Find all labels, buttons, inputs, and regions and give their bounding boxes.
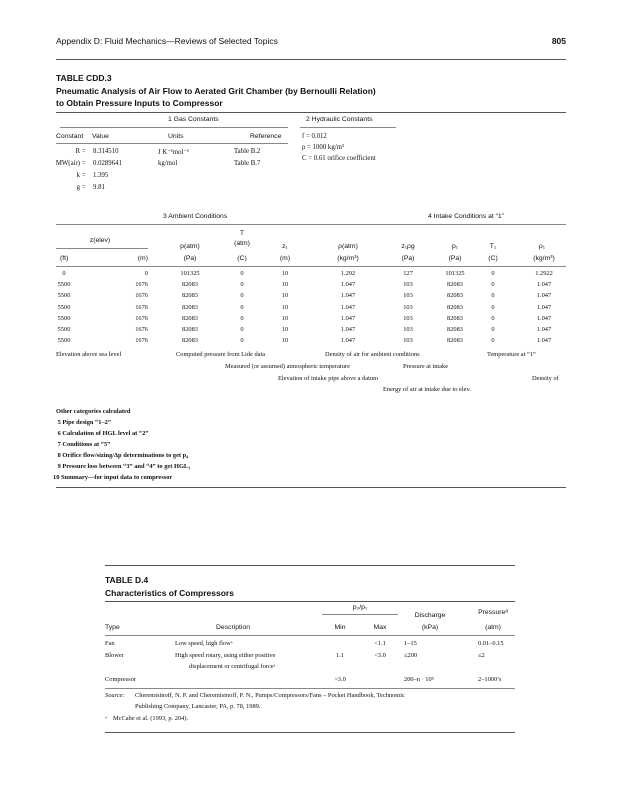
note-measured-temp: Measured (or assumed) atmospheric temperature	[225, 363, 350, 370]
table-d4-title: Characteristics of Compressors	[105, 588, 234, 598]
gas-const: MW(air)	[55, 160, 80, 167]
table-cdd3-title-line2: to Obtain Pressure Inputs to Compressor	[56, 98, 223, 108]
page-number: 805	[551, 36, 566, 46]
table-d4-bottom-rule	[105, 732, 515, 733]
cell-rhoatm: 1.292	[340, 270, 356, 277]
cell-rho1: 1.047	[536, 314, 552, 322]
cell-p1: 82083	[447, 281, 463, 289]
cell-tatm: 0	[240, 270, 244, 277]
table-d4-header-rule	[105, 635, 515, 636]
cell-rhoatm: 1.047	[340, 281, 356, 289]
cell-patm: 82083	[182, 314, 198, 322]
unit-kgm3-2: (kg/m³)	[533, 255, 555, 262]
cell-t1: 0	[491, 281, 495, 289]
row-max: <3.0	[374, 652, 386, 659]
table-d4-title-rule	[105, 601, 515, 602]
cell-tatm: 0	[240, 326, 244, 333]
cell-tatm: 0	[240, 292, 244, 300]
col-header-z1rhog: z₁ρg	[401, 243, 415, 250]
header-rule	[56, 59, 566, 60]
gas-eq: =	[80, 172, 88, 179]
cell-z1rhog: 127	[403, 270, 413, 277]
other-categories-title: Other categories calculated	[56, 408, 131, 415]
cell-z1rhog: 103	[403, 281, 413, 289]
header-description: Description	[216, 624, 250, 631]
table-bottom-rule	[56, 487, 566, 488]
row-min: >3.0	[334, 676, 346, 683]
cell-rho1: 1.047	[536, 292, 552, 300]
unit-kgm3: (kg/m³)	[337, 255, 359, 262]
cell-ft: 5500	[57, 314, 71, 322]
cell-rhoatm: 1.047	[340, 303, 356, 311]
note-pressure-intake: Pressure at intake	[403, 363, 449, 370]
gas-value: 0.0289641	[93, 160, 122, 167]
source-text-line1: Cheremisinoff, N. P. and Cheremisinoff, P. N., Pumps/Compressors/Fans – Pocket Handbook, Technomic	[135, 692, 405, 699]
row-discharge: 200–n · 10⁵	[404, 676, 434, 683]
header-type: Type	[105, 624, 120, 631]
row-discharge: ≤200	[404, 652, 418, 659]
hydraulic-c: C = 0.61 orifice coefficient	[302, 155, 376, 162]
ratio-rule	[322, 614, 398, 615]
cell-rho1: 1.047	[536, 281, 552, 289]
cell-t1: 0	[491, 270, 495, 277]
cell-z1: 10	[281, 337, 289, 345]
gas-value: 1.395	[93, 172, 109, 179]
cell-tatm: 0	[240, 281, 244, 289]
cell-p1: 82083	[447, 303, 463, 311]
note-computed-pressure: Computed pressure from Lide data	[176, 351, 266, 358]
row-pressure: 2–1000’s	[478, 676, 502, 683]
other-item: 6 Calculation of HGL level at “2”	[56, 430, 149, 437]
unit-pa: (Pa)	[183, 255, 197, 262]
row-pressure: ≤2	[478, 652, 485, 659]
hydraulic-section-rule	[300, 127, 396, 128]
cell-m: 1676	[135, 303, 148, 311]
cell-patm: 82083	[182, 292, 198, 300]
unit-ft: (ft)	[60, 255, 69, 262]
col-header-z1: z₁	[282, 243, 288, 250]
unit-pa3: (Pa)	[448, 255, 462, 262]
cell-z1rhog: 103	[403, 314, 413, 322]
cell-rho1: 1.047	[536, 337, 552, 345]
cell-ft: 5500	[57, 292, 71, 300]
gas-const: R	[75, 148, 80, 155]
table-d4-label: TABLE D.4	[105, 575, 149, 585]
note-elevation-intake: Elevation of intake pipe above a datum	[278, 375, 379, 382]
note-density-air: Density of air for ambient conditions	[325, 351, 420, 358]
cell-t1: 0	[491, 303, 495, 311]
unit-c: (C)	[237, 255, 247, 262]
note-energy-air: Energy of air at intake due to elev.	[383, 386, 471, 393]
gas-header-reference: Reference	[250, 133, 282, 140]
row-type: Fan	[105, 640, 115, 647]
table-d4-top-rule	[105, 565, 515, 566]
cell-rhoatm: 1.047	[340, 292, 356, 300]
cell-ft: 5500	[57, 337, 71, 345]
cell-patm: 82083	[182, 326, 198, 333]
other-item: 9 Pressure loss between “3” and “4” to get HGL₃	[56, 463, 191, 470]
ambient-conditions-title: 3 Ambient Conditions	[163, 213, 228, 220]
col-header-zelev: z(elev)	[89, 237, 111, 244]
row-discharge: 1–15	[404, 640, 417, 647]
cell-ft: 5500	[57, 326, 71, 333]
cell-ft: 5500	[57, 303, 71, 311]
cell-p1: 101325	[445, 270, 465, 277]
col-header-t: T	[239, 230, 245, 237]
cell-rhoatm: 1.047	[340, 326, 356, 333]
gas-header-units: Units	[168, 133, 184, 140]
note-temperature: Temperature at “1”	[487, 351, 536, 358]
cell-rhoatm: 1.047	[340, 314, 356, 322]
col-header-rhoatm: ρ(atm)	[338, 243, 358, 250]
cell-m: 1676	[135, 292, 148, 300]
unit-pa2: (Pa)	[401, 255, 415, 262]
cell-tatm: 0	[240, 337, 244, 345]
gas-eq: =	[80, 184, 88, 191]
cell-rho1: 1.047	[536, 303, 552, 311]
cell-patm: 82083	[182, 337, 198, 345]
cell-rho1: 1.047	[536, 326, 552, 333]
hydraulic-constants-title: 2 Hydraulic Constants	[306, 116, 373, 123]
col-header-t1: T₁	[489, 243, 497, 250]
running-header: Appendix D: Fluid Mechanics—Reviews of Selected Topics	[56, 36, 278, 46]
unit-c2: (C)	[488, 255, 498, 262]
cell-z1: 10	[281, 281, 289, 289]
gas-constants-title: 1 Gas Constants	[168, 116, 219, 123]
source-label: Source:	[105, 692, 125, 699]
col-header-tatm: (atm)	[234, 240, 250, 247]
cell-t1: 0	[491, 292, 495, 300]
note-density-of: Density of	[532, 375, 559, 382]
header-max: Max	[373, 624, 387, 631]
other-item: 10 Summary—for input data to compressor	[53, 474, 173, 481]
table-cdd3-title-line1: Pneumatic Analysis of Air Flow to Aerated Grit Chamber (by Bernoulli Relation)	[56, 86, 376, 96]
row-desc: High speed rotary, using either positive	[175, 652, 276, 659]
gas-header-constant: Constant	[56, 133, 84, 140]
gas-value: 8.314510	[93, 148, 119, 155]
cell-m: 1676	[135, 314, 148, 322]
cell-rhoatm: 1.047	[340, 337, 356, 345]
table-top-rule	[56, 112, 566, 113]
cell-patm: 82083	[182, 281, 198, 289]
cell-rho1: 1.2922	[535, 270, 553, 277]
gas-const: g	[76, 184, 80, 191]
gas-const: k	[76, 172, 80, 179]
conditions-rule	[56, 224, 566, 225]
note-elevation: Elevation above sea level	[56, 351, 122, 358]
cell-m: 1676	[135, 337, 148, 345]
cell-patm: 101325	[180, 270, 200, 277]
cell-z1: 10	[281, 292, 289, 300]
intake-conditions-title: 4 Intake Conditions at “1”	[428, 213, 504, 220]
cell-m: 1676	[135, 281, 148, 289]
other-item: 7 Conditions at “5”	[56, 441, 111, 448]
cell-z1rhog: 103	[403, 337, 413, 345]
hydraulic-rho: ρ = 1000 kg/m³	[302, 144, 344, 151]
table-d4-body-rule	[105, 688, 515, 689]
cell-z1: 10	[281, 270, 289, 277]
gas-eq: =	[80, 148, 88, 155]
col-header-rho1: ρ₁	[538, 243, 546, 250]
cell-tatm: 0	[240, 314, 244, 322]
cell-z1rhog: 103	[403, 303, 413, 311]
row-pressure: 0.01–0.15	[478, 640, 504, 647]
row-desc: Low speed, high flowᵃ	[175, 640, 233, 647]
col-header-p1: p₁	[451, 243, 459, 250]
pressure-header-line1: Pressureᵃ	[478, 609, 508, 616]
gas-units: J K⁻¹mol⁻¹	[158, 149, 190, 156]
cell-tatm: 0	[240, 303, 244, 311]
gas-value: 9.81	[93, 184, 105, 191]
row-min: 1.1	[336, 652, 344, 659]
gas-reference: Table B.7	[234, 160, 261, 167]
cell-ft: 0	[62, 270, 66, 277]
discharge-header-line1: Discharge	[414, 612, 446, 619]
cell-t1: 0	[491, 314, 495, 322]
gas-units: kg/mol	[158, 160, 178, 167]
cell-ft: 5500	[57, 281, 71, 289]
pressure-header-line2: (atm)	[485, 624, 501, 631]
footnote-mark: ᵃ	[105, 715, 107, 722]
cell-z1rhog: 103	[403, 326, 413, 333]
other-item: 8 Orifice flow/sizing/Δp determinations to get p₄	[56, 452, 189, 459]
discharge-header-line2: (kPa)	[421, 624, 439, 631]
footnote-text: McCabe et al. (1993, p. 204).	[113, 715, 189, 722]
cell-p1: 82083	[447, 292, 463, 300]
cell-z1: 10	[281, 314, 289, 322]
units-rule	[56, 266, 566, 267]
gas-reference: Table B.2	[234, 148, 261, 155]
source-text-line2: Publishing Company, Lancaster, PA, p. 78, 1989.	[135, 703, 261, 710]
cell-p1: 82083	[447, 337, 463, 345]
table-cdd3-label: TABLE CDD.3	[56, 73, 112, 83]
unit-m2: (m)	[279, 255, 291, 262]
cell-p1: 82083	[447, 326, 463, 333]
unit-m: (m)	[137, 255, 148, 262]
gas-header-value: Value	[92, 133, 109, 140]
zelev-rule	[56, 248, 148, 249]
cell-z1: 10	[281, 326, 289, 333]
header-min: Min	[334, 624, 346, 631]
cell-patm: 82083	[182, 303, 198, 311]
hydraulic-f: f = 0.012	[302, 133, 327, 140]
col-header-patm: p(atm)	[180, 243, 200, 250]
cell-t1: 0	[491, 326, 495, 333]
cell-z1rhog: 103	[403, 292, 413, 300]
row-desc-line2: displacement or centrifugal forceᵃ	[189, 663, 276, 670]
cell-t1: 0	[491, 337, 495, 345]
gas-section-rule	[60, 127, 288, 128]
cell-m: 1676	[135, 326, 148, 333]
gas-header-rule	[56, 143, 288, 144]
gas-eq: =	[80, 160, 88, 167]
ratio-header: p₂/p₁	[352, 604, 368, 611]
row-type: Compressor	[105, 676, 136, 683]
cell-z1: 10	[281, 303, 289, 311]
other-item: 5 Pipe design “1–2”	[56, 419, 112, 426]
cell-m: 0	[144, 270, 148, 277]
row-type: Blower	[105, 652, 124, 659]
row-max: <1.1	[374, 640, 386, 647]
cell-p1: 82083	[447, 314, 463, 322]
